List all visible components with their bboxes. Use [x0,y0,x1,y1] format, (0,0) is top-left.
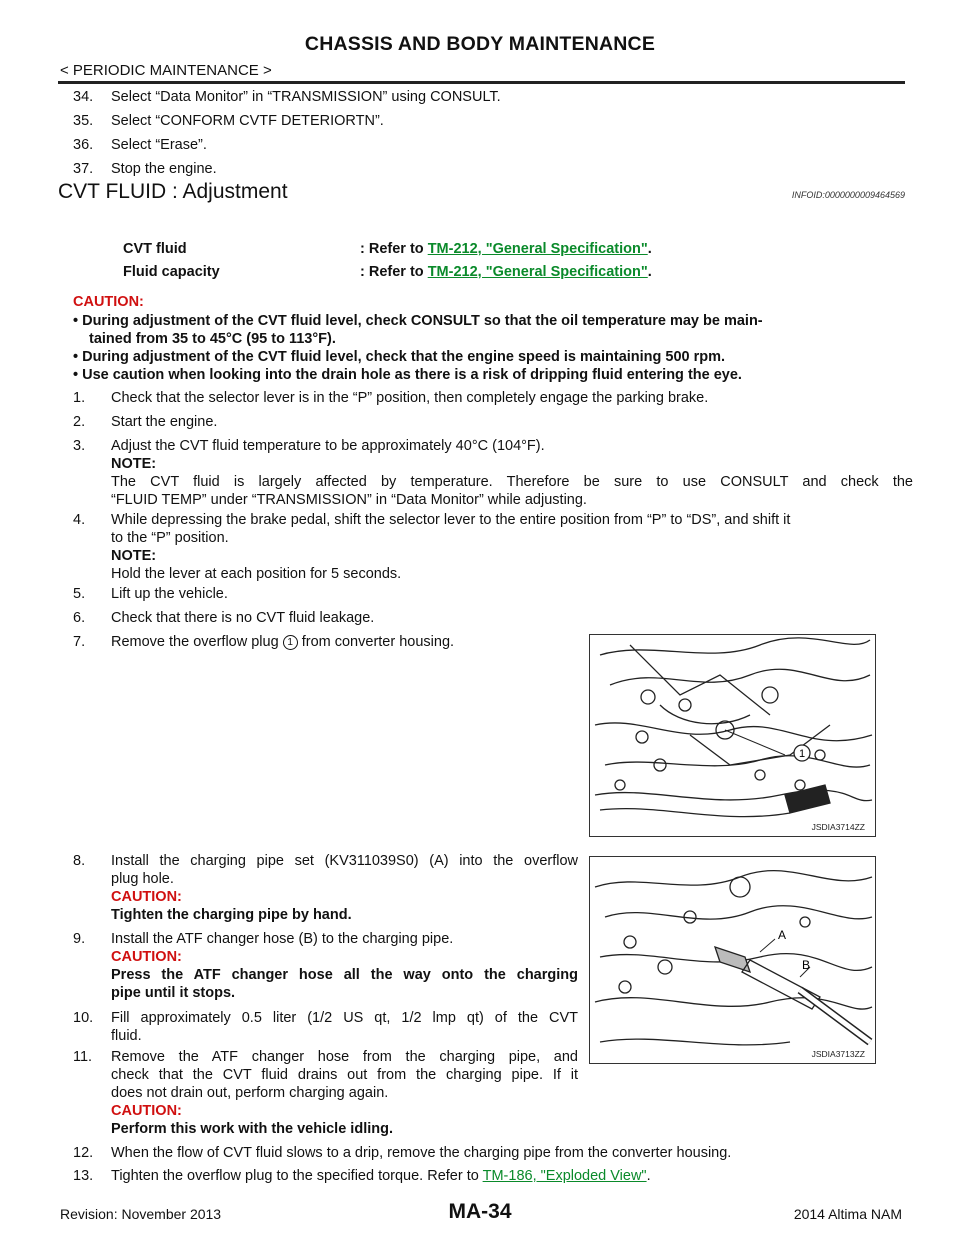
caution-bullet: • During adjustment of the CVT fluid level, check CONSULT so that the oil temperature may be main- [73,313,763,329]
list-item: 13. Tighten the overflow plug to the specified torque. Refer to TM-186, "Exploded View". [73,1168,651,1184]
callout-marker: 1 [283,635,298,650]
figure-callout-b: B [802,958,811,972]
list-item: 7. Remove the overflow plug 1 from converter housing. [73,634,455,650]
figure-callout-1: 1 [798,748,806,760]
figure-overflow-plug [589,634,876,837]
link-general-specification[interactable]: TM-212, "General Specification" [427,264,648,280]
spec-value-cvt-fluid: : Refer to TM-212, "General Specification". [360,241,652,257]
page-number: MA-34 [448,1200,512,1223]
figure-id: JSDIA3714ZZ [811,822,865,832]
caution-bullet-cont: tained from 35 to 45°C (95 to 113°F). [89,331,336,347]
list-item: 8. Install the charging pipe set (KV311039S0) (A) into the overflow plug hole. CAUTION: Tighten the charging pipe by hand. [73,853,578,923]
spec-label-fluid-capacity: Fluid capacity [123,264,220,280]
spec-label-cvt-fluid: CVT fluid [123,241,187,257]
list-item: 12. When the flow of CVT fluid slows to a drip, remove the charging pipe from the converter housing. [73,1145,732,1161]
caution-label: CAUTION: [73,294,144,310]
figure-charging-pipe [589,856,876,1064]
list-item: 35. Select “CONFORM CVTF DETERIORTN”. [73,113,384,129]
info-id: INFOID:0000000009464569 [791,190,905,200]
page-header-section: < PERIODIC MAINTENANCE > [60,62,272,79]
section-heading: CVT FLUID : Adjustment [58,180,288,203]
link-general-specification[interactable]: TM-212, "General Specification" [427,241,648,257]
figure-callout-a: A [778,928,787,942]
caution-bullet: • During adjustment of the CVT fluid level, check that the engine speed is maintaining 500 rpm. [73,349,726,365]
page-header-title: CHASSIS AND BODY MAINTENANCE [304,33,656,55]
list-item: 2. Start the engine. [73,414,218,430]
list-item: 5. Lift up the vehicle. [73,586,228,602]
link-exploded-view[interactable]: TM-186, "Exploded View" [482,1168,647,1184]
list-item: 3. Adjust the CVT fluid temperature to be approximately 40°C (104°F). NOTE: The CVT fluid is largely affected by temperature. Therefore be sure to use CONSULT and check the “FLUID TEMP” under “TRANSMISSION” in “Data Monitor” while adjusting. [73,438,913,508]
figure-id: JSDIA3713ZZ [811,1049,865,1059]
list-item: 4. While depressing the brake pedal, shift the selector lever to the entire position from “P” to “DS”, and shift it to the “P” position. NOTE: Hold the lever at each position for 5 seconds. [73,512,791,582]
footer-revision: Revision: November 2013 [60,1206,222,1222]
list-item: 11. Remove the ATF changer hose from the charging pipe, and check that the CVT fluid drains out from the charging pipe. If it does not drain out, perform charging again. CAUTION: Perform this work with the vehicle idling. [73,1049,578,1137]
list-item: 6. Check that there is no CVT fluid leakage. [73,610,375,626]
list-item: 10. Fill approximately 0.5 liter (1/2 US qt, 1/2 lmp qt) of the CVT fluid. [73,1010,578,1044]
list-item: 36. Select “Erase”. [73,137,207,153]
list-item: 9. Install the ATF changer hose (B) to the charging pipe. CAUTION: Press the ATF changer hose all the way onto the charging pipe until it stops. [73,931,578,1001]
spec-value-fluid-capacity: : Refer to TM-212, "General Specification". [360,264,652,280]
caution-bullet: • Use caution when looking into the drain hole as there is a risk of dripping fluid entering the eye. [73,367,742,383]
figure-illustration [590,857,875,1063]
figure-illustration [590,635,875,836]
list-item: 34. Select “Data Monitor” in “TRANSMISSION” using CONSULT. [73,89,501,105]
list-item: 1. Check that the selector lever is in the “P” position, then completely engage the parking brake. [73,390,709,406]
list-item: 37. Stop the engine. [73,161,217,177]
footer-model: 2014 Altima NAM [793,1206,902,1222]
